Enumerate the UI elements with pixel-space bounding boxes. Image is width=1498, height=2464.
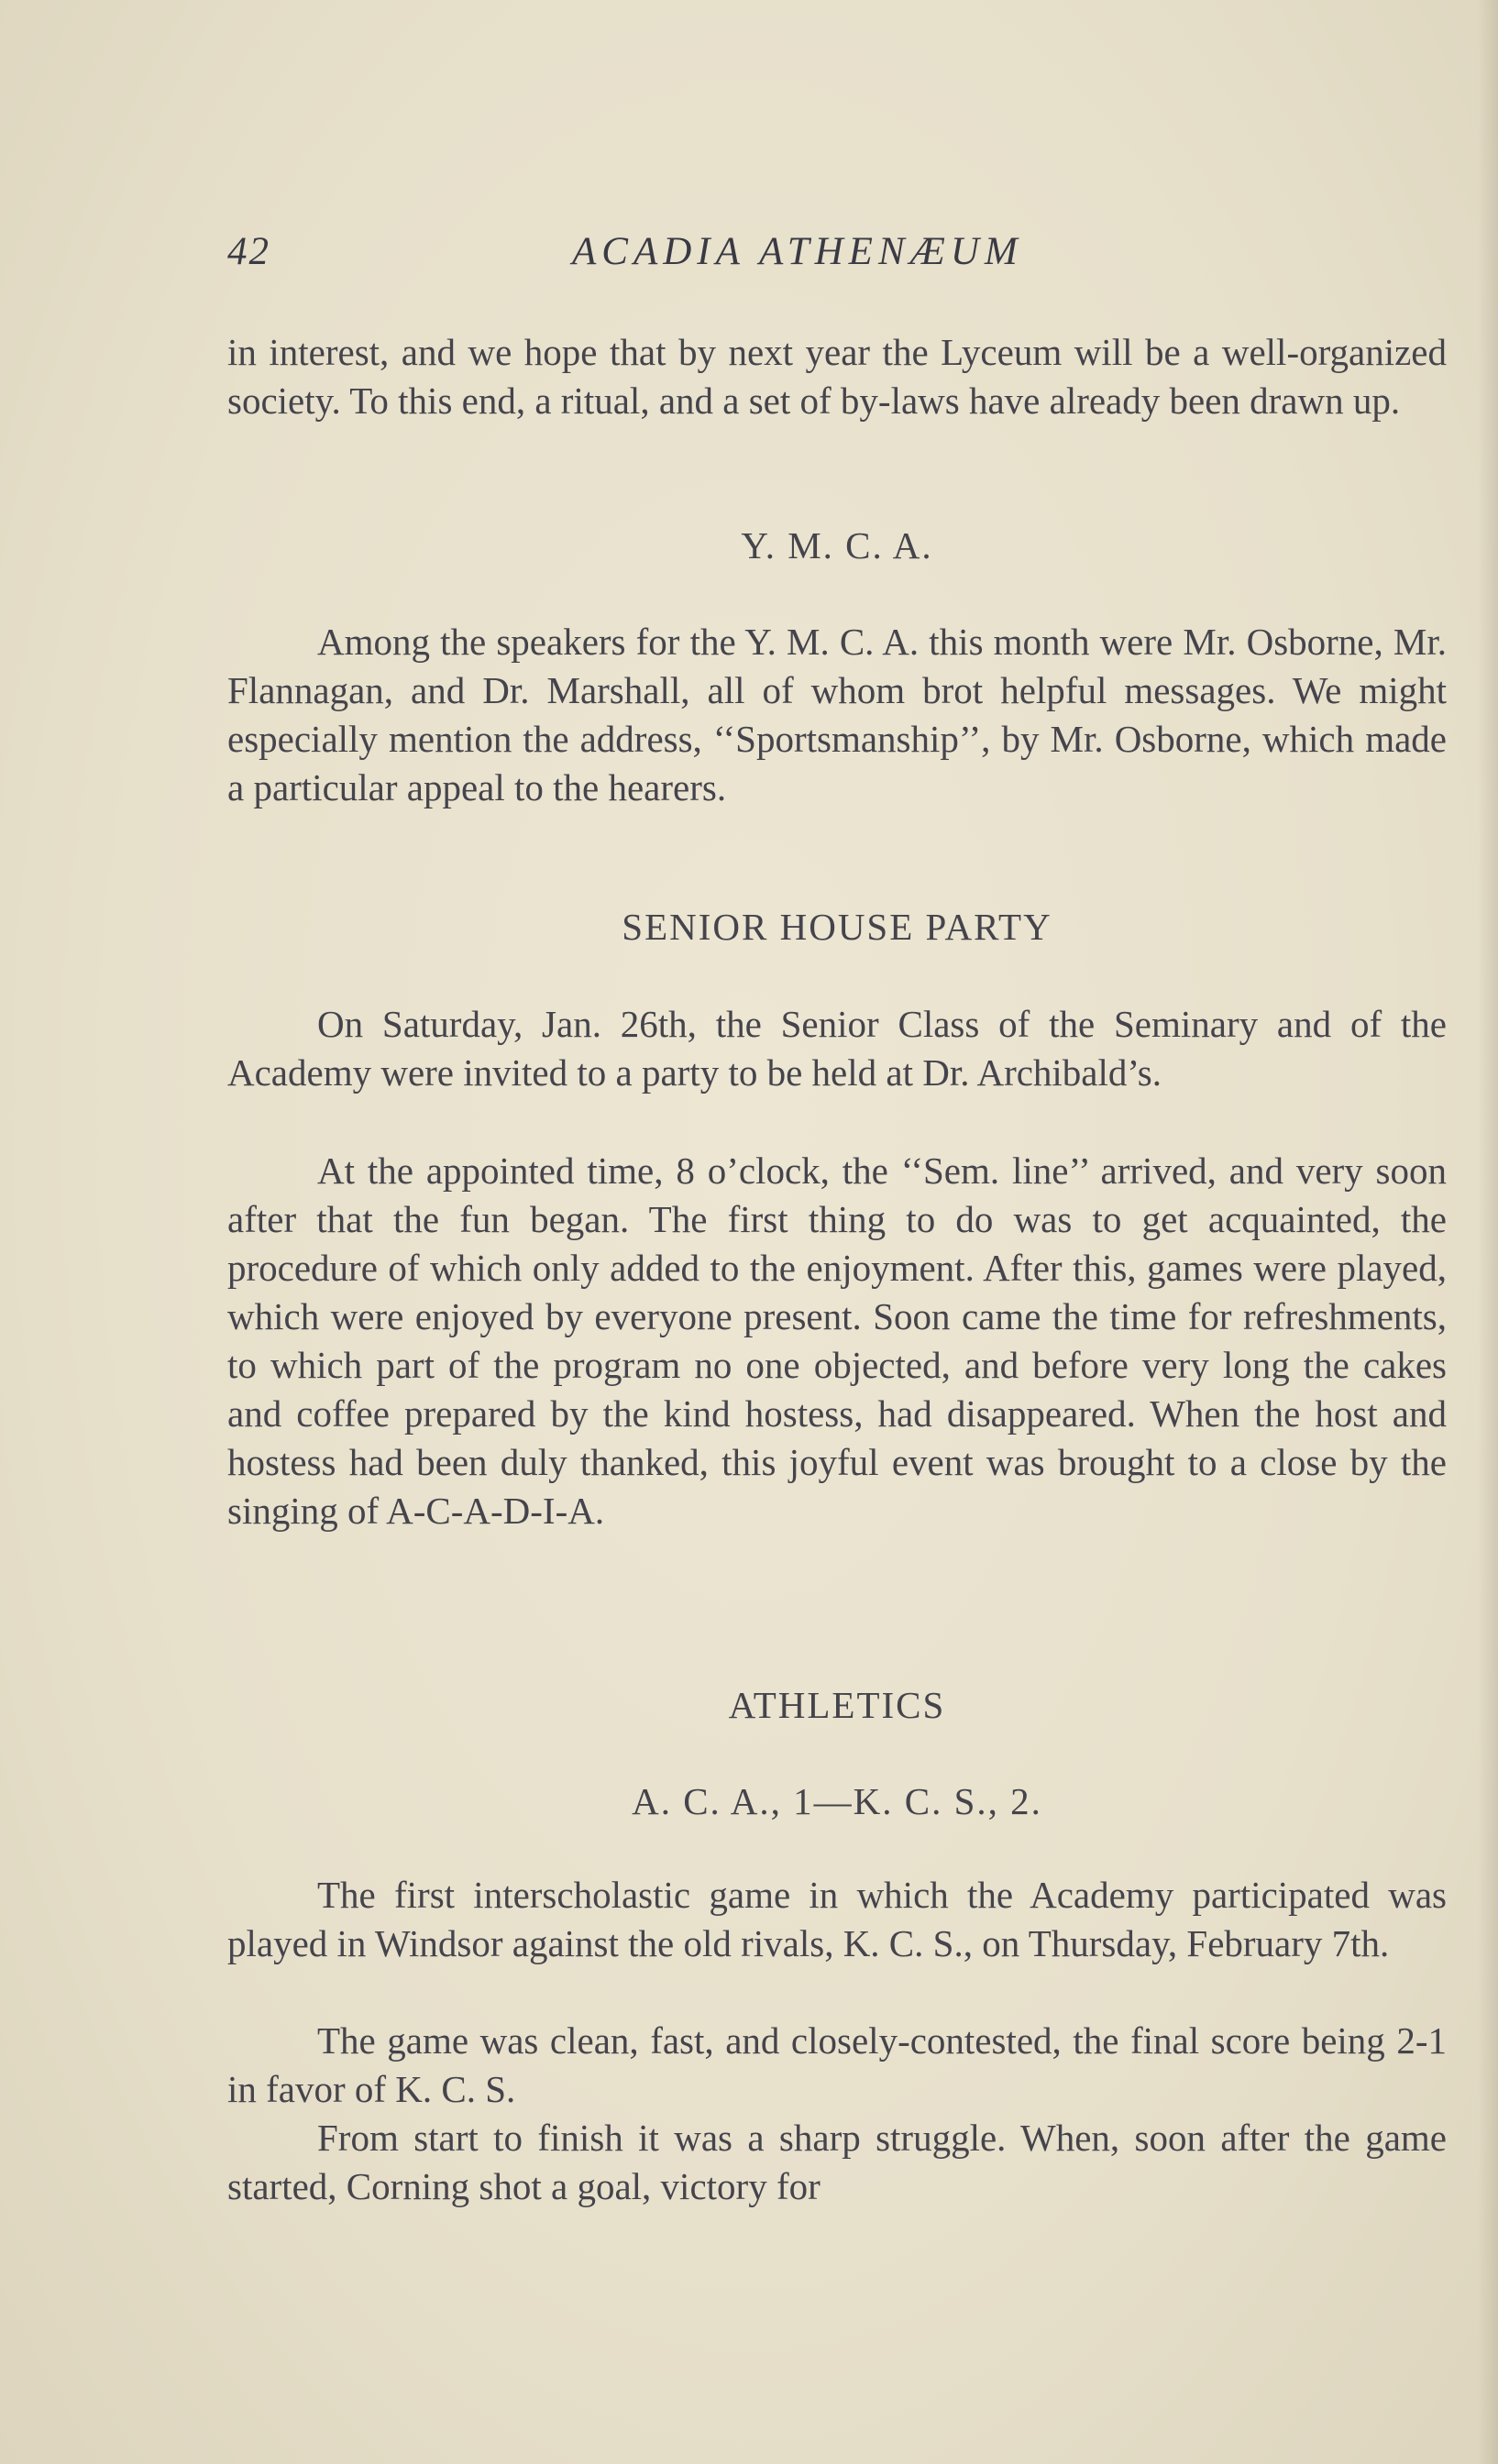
- senior-paragraph-2: At the appointed time, 8 o’clock, the ‘‘Sem. line’’ arrived, and very soon after that the fun began. The first thing to do was to get acquainted, the procedure of which only added to the enjoyment. After this, games were played, which were enjoyed by everyone present. Soon came the time for refreshments, to which part of the program no one objected, and before very long the cakes and coffee prepared by the kind hostess, had disappeared. When the host and hostess had been duly thanked, this joyful event was brought to a close by the singing of A-C-A-D-I-A.: [227, 1150, 1447, 1532]
- ymca-paragraph: Among the speakers for the Y. M. C. A. this month were Mr. Osborne, Mr. Flannagan, and Dr. Marshall, all of whom brot helpful messages. We might especially mention the address, ‘‘Sportsmanship’’, by Mr. Osborne, which made a particular appeal to the hearers.: [227, 621, 1447, 808]
- page-edge-shadow: [1478, 0, 1498, 2464]
- athletics-heading: ATHLETICS: [728, 1684, 946, 1726]
- athletics-paragraph-2: The game was clean, fast, and closely-contested, the final score being 2-1 in favor of K. C. S.: [227, 2019, 1447, 2110]
- intro-paragraph: in interest, and we hope that by next year the Lyceum will be a well-organized society. To this end, a ritual, and a set of by-laws have already been drawn up.: [227, 331, 1447, 422]
- running-header: [227, 229, 1447, 284]
- ymca-heading: Y. M. C. A.: [741, 524, 933, 566]
- score-heading: A. C. A., 1—K. C. S., 2.: [632, 1780, 1042, 1822]
- athletics-paragraph-1: The first interscholastic game in which the Academy participated was played in Windsor against the old rivals, K. C. S., on Thursday, February 7th.: [227, 1874, 1447, 1964]
- athletics-paragraph-3: From start to finish it was a sharp struggle. When, soon after the game started, Corning shot a goal, victory for: [227, 2117, 1447, 2207]
- senior-house-party-heading: SENIOR HOUSE PARTY: [622, 906, 1052, 948]
- senior-paragraph-1: On Saturday, Jan. 26th, the Senior Class of the Seminary and of the Academy were invited to a party to be held at Dr. Archibald’s.: [227, 1003, 1447, 1094]
- page-number: 42: [227, 230, 270, 273]
- journal-title: ACADIA ATHENÆUM: [572, 230, 1023, 273]
